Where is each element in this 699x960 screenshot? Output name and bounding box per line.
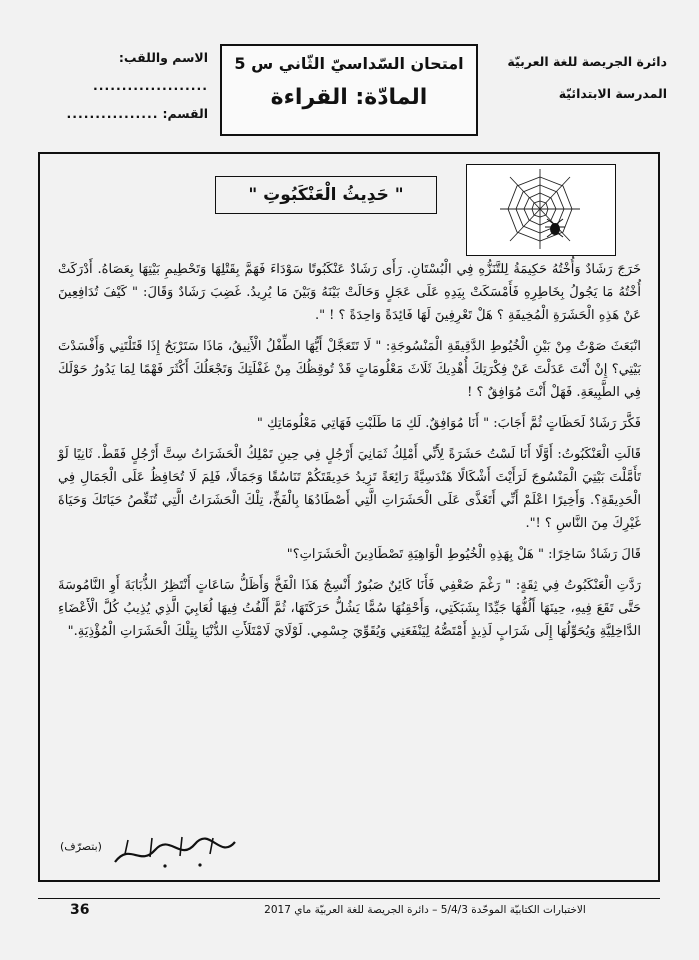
exam-title-box xyxy=(220,44,478,136)
paragraph: رَدَّتِ الْعَنْكَبُوتُ فِي ثِقَةٍ: " رَغْمَ ضَعْفِي فَأَنَا كَائِنٌ صَبُورٌ أَنْسِجُ هَذَا الْفَخَّ وَأَظَلُّ سَاعَاتٍ أَنْتَظِرُ الذُّبَابَةَ أَوِ النَّامُوسَةَ حَتَّى تَقَعَ فِيهِ، حِينَهَا أَلُفُّهَا جَيِّدًا بِشَبَكَتِي، وَأَحْقِنُهَا سُمًّا يَشُلُّ حَرَكَتَهَا، ثُمَّ أَلْفُتُ فِيهَا لُعَابِيَ الَّذِي يُذِيبُ كُلَّ الْأَعْضَاءِ الدَّاخِلِيَّةِ وَيُحَوِّلُهَا إِلَى شَرَابٍ لَذِيذٍ أَمْتَصُّهُ لِيَنْفَعَنِي وَيُقَوِّيَ جِسْمِي. لَوْلَايَ لَامْتَلَأَتِ الدُّنْيَا بِتِلْكَ الْحَشَرَاتِ الْمُؤْذِيَةِ." xyxy=(58,578,641,639)
name-label: الاسم واللقب: xyxy=(118,50,208,65)
page-number: 36 xyxy=(70,902,90,918)
paragraph: قَالَ رَشَادٌ سَاخِرًا: " هَلْ بِهَذِهِ الْخُيُوطِ الْوَاهِيَةِ تَصْطَادِينَ الْحَشَرَاتِ؟" xyxy=(286,547,641,562)
paragraph: خَرَجَ رَشَادٌ وَأُخْتُهُ حَكِيمَةُ لِلتَّنَزُّهِ فِي الْبُسْتَانِ. رَأَى رَشَادٌ عَنْكَبُوتًا سَوْدَاءَ فَهَمَّ بِقَتْلِهَا وَتَحْطِيمِ بَيْتِهَا بِعَصَاهُ. أَدْرَكَتْ أُخْتُهُ مَا يَجُولُ بِخَاطِرِهِ فَأَمْسَكَتْ بِيَدِهِ عَلَى عَجَلٍ وَحَالَتْ بَيْنَهُ وَبَيْنَ مَا يُرِيدُ. غَضِبَ رَشَادٌ وَقَالَ: " كَيْفَ تُدَافِعِينَ عَنْ هَذِهِ الْحَشَرَةِ الْمُخِيفَةِ ؟ هَلْ تَعْرِفِينَ لَهَا فَائِدَةً وَاحِدَةً ؟ ! ". xyxy=(58,262,641,323)
school-label: المدرسة الابتدائيّة xyxy=(558,86,667,101)
class-field[interactable]: ................ xyxy=(66,106,159,121)
exam-title: امتحان السّداسيّ الثّاني س 5 xyxy=(234,54,464,73)
class-row xyxy=(50,100,208,128)
story-text xyxy=(58,258,641,651)
student-info xyxy=(50,44,208,128)
adapted-note: (بتصرّف) xyxy=(60,840,102,853)
story-title: " حَدِيثُ الْعَنْكَبُوتِ " xyxy=(215,176,437,214)
paragraph: انْبَعَثَ صَوْتٌ مِنْ بَيْنِ الْخُيُوطِ الدَّقِيقَةِ الْمَنْسُوجَةِ: " لَا تَتَعَجَّلْ أَيُّهَا الطِّفْلُ الْأَنِيقُ، مَاذَا سَتَرْبَحُ إِذَا قَتَلْتَنِي وَأَفْسَدْتَ بَيْتِي؟ إِنْ أَنْتَ عَدَلْتَ عَنْ فِكْرَتِكَ أُهْدِيكَ ثَلَاثَ مَعْلُومَاتٍ قَدْ تُوقِظُكَ مِنْ غَفْلَتِكَ وَتَجْعَلُكَ أَكْثَرَ فَهْمًا لِمَا يَدُورُ حَوْلَكَ فِي الطَّبِيعَةِ. فَهَلْ أَنْتَ مُوَافِقٌ ؟ ! xyxy=(58,339,641,400)
spider-web-icon xyxy=(467,165,614,254)
spider-web-image xyxy=(466,164,616,256)
paragraph: قَالَتِ الْعَنْكَبُوتُ: أَوَّلًا أَنَا لَسْتُ حَشَرَةً لِأَنِّي أَمْلِكُ ثَمَانِيَ أَرْجُلٍ فِي حِينِ تَمْلِكُ الْحَشَرَاتُ سِتَّ أَرْجُلٍ فَقَطْ. ثَانِيًا لَوْ تَأَمَّلْتَ بَيْتِيَ الْمَنْسُوجَ لَرَأَيْتَ أَشْكَالًا هَنْدَسِيَّةً رَائِعَةً تَزِيدُ حَدِيقَتَكُمْ تَنَاسُقًا وَجَمَالًا، فَلِمَ لَا تُحَافِظُ عَلَى الْجَمَالِ فِي الْحَدِيقَةِ؟. وَأَخِيرًا اعْلَمْ أَنِّي أَتَغَذَّى عَلَى الْحَشَرَاتِ الَّتِي أَصْطَادُهَا بِالْفَخِّ، تِلْكَ الْحَشَرَاتُ الَّتِي تُنَغِّصُ حَيَاتَكَ وَحَيَاةَ غَيْرِكَ مِنَ النَّاسِ ؟ !". xyxy=(58,447,641,531)
name-field[interactable]: .................... xyxy=(93,78,208,93)
name-row xyxy=(50,44,208,72)
name-dots-row xyxy=(50,72,208,100)
directorate-label: دائرة الجريصة للغة العربيّة xyxy=(507,54,667,69)
school-info xyxy=(507,46,667,110)
footer-text: الاختبارات الكتابيّة الموحّدة 5/4/3 – دائرة الجريصة للغة العربيّة ماي 2017 xyxy=(264,904,586,916)
paragraph: فَكَّرَ رَشَادٌ لَحَظَاتٍ ثُمَّ أَجَابَ: " أَنَا مُوَافِقٌ. لَكِ مَا طَلَبْتِ فَهَاتِي مَعْلُومَاتِكِ " xyxy=(256,416,641,431)
author-calligraphy-signature xyxy=(110,832,240,872)
footer-divider xyxy=(38,898,660,899)
class-label: القسم: xyxy=(162,106,208,121)
subject-title: المادّة: القراءة xyxy=(270,85,428,110)
